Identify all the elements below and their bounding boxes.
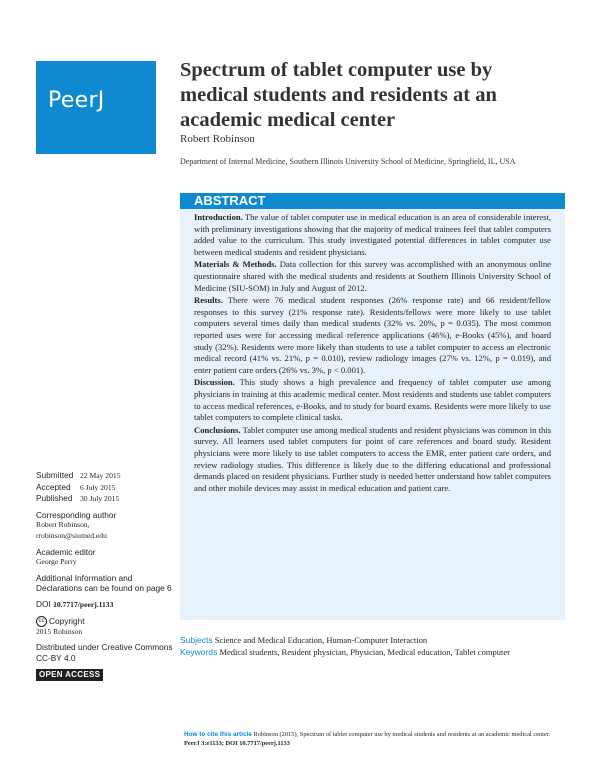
abstract-introduction — [194, 212, 551, 259]
accepted-label: Accepted — [36, 481, 71, 492]
article-metadata — [36, 470, 176, 681]
section-text: Tablet computer use among medical students and resident physicians was common in this survey. All learners used tablet computers for point of care references and board study. Resident physicians were more likely to use tablet computers to access the EMR, enter patient care orders, and review radiology studies. This difference is likely due to the differing educational and professional demands placed on resident physicians. Further study is needed better understand how tablet computers and other mobile devices may assist in medical education and patient care. — [194, 424, 551, 494]
copyright-label: Copyright — [49, 615, 85, 626]
doi-link[interactable]: 10.7717/peerj.1133 — [53, 599, 114, 609]
citation-footer — [184, 731, 564, 748]
subjects-text[interactable]: Science and Medical Education, Human-Computer Interaction — [214, 635, 428, 645]
section-label: Discussion. — [194, 377, 235, 388]
published-row — [36, 493, 176, 505]
open-access-label: OPEN ACCESS — [36, 669, 103, 682]
abstract-results — [194, 295, 551, 377]
section-label: Results. — [194, 294, 223, 305]
keywords-label: Keywords — [180, 647, 218, 657]
doi — [36, 599, 176, 611]
doi-label: DOI — [36, 598, 51, 609]
logo-text: PeerJ — [48, 88, 105, 113]
abstract-discussion — [194, 377, 551, 424]
submitted-date: 22 May 2015 — [80, 471, 121, 480]
corresponding-author — [36, 510, 176, 542]
author-name[interactable]: Robert Robinson — [180, 133, 255, 145]
subjects-keywords — [180, 634, 580, 658]
affiliation: Department of Internal Medicine, Southern Illinois University School of Medicine, Springfield, IL, USA — [180, 157, 516, 166]
published-date: 30 July 2015 — [80, 494, 120, 504]
section-text: This study shows a high prevalence and frequency of tablet computer use among physicians in training at this academic medical center. Most residents and students use tablet computers to access medical references, e-Books, and to study for board exams. Residents were more likely to use tablet computers to complete clinical tasks. — [194, 377, 551, 423]
keywords-text: Medical students, Resident physician, Physician, Medical education, Tablet computer — [219, 647, 510, 657]
cc-icon: cc — [36, 616, 47, 627]
section-text: Data collection for this survey was accomplished with an anonymous online questionnaire shared with the medical students and residents at Southern Illinois University School of Medicine (SIU-SOM) in July and August of 2012. — [194, 259, 551, 293]
academic-editor — [36, 547, 176, 568]
peerj-logo[interactable] — [36, 61, 156, 154]
cite-label: How to cite this article — [184, 731, 252, 738]
corresponding-label: Corresponding author — [36, 509, 117, 520]
section-label: Conclusions. — [194, 424, 241, 435]
abstract-body — [180, 209, 565, 620]
dates — [36, 470, 176, 505]
journal-ref[interactable]: PeerJ 3:e1133; DOI 10.7717/peerj.1133 — [184, 739, 290, 747]
copyright — [36, 616, 176, 638]
corresponding-name: Robert Robinson, — [36, 520, 90, 530]
abstract-methods — [194, 259, 551, 294]
section-label: Materials & Methods. — [194, 259, 277, 270]
license[interactable]: Distributed under Creative Commons CC-BY 4.0 — [36, 642, 173, 664]
section-text: The value of tablet computer use in medical education is an area of considerable interest, with preliminary investigations showing that the majority of medical trainees feel that tablet computers added value to the curriculum. This study investigated potential differences in tablet computer use between medical students and resident physicians. — [194, 212, 551, 258]
open-access-badge — [36, 669, 176, 682]
section-label: Introduction. — [194, 212, 243, 222]
abstract-conclusions — [194, 425, 551, 495]
editor-label: Academic editor — [36, 546, 96, 557]
section-text: There were 76 medical student responses (26% response rate) and 66 resident/fellow responses to this survey (21% response rate). Residents/fellows were more likely to use tablet computers several times daily than medical students (32% vs. 20%, p = 0.035). The most common reported uses were for accessing medical reference applications (46%), e-Books (45%), and board study (32%). Residents were more likely than students to use a tablet computer to access an electronic medical record (41% vs. 21%, p = 0.010), review radiology images (27% vs. 12%, p = 0.019), and enter patient care orders (26% vs. 3%, p < 0.001). — [194, 294, 551, 376]
submitted-row — [36, 470, 176, 482]
subjects-label: Subjects — [180, 635, 213, 645]
accepted-date: 6 July 2015 — [80, 482, 116, 492]
editor-name: George Perry — [36, 557, 77, 567]
accepted-row — [36, 482, 176, 494]
additional-info[interactable]: Additional Information and Declarations can be found on page 6 — [36, 572, 172, 594]
published-label: Published — [36, 493, 73, 504]
abstract-heading: ABSTRACT — [180, 193, 565, 209]
copyright-year: 2015 Robinson — [36, 626, 83, 636]
submitted-label: Submitted — [36, 470, 74, 480]
paper-title: Spectrum of tablet computer use by medical students and residents at an academic medical center — [180, 59, 497, 131]
corresponding-email[interactable]: rrobinson@siumed.edu — [36, 530, 107, 540]
cite-text: Robinson (2015), Spectrum of tablet computer use by medical students and residents at an academic medical center. — [253, 731, 551, 738]
